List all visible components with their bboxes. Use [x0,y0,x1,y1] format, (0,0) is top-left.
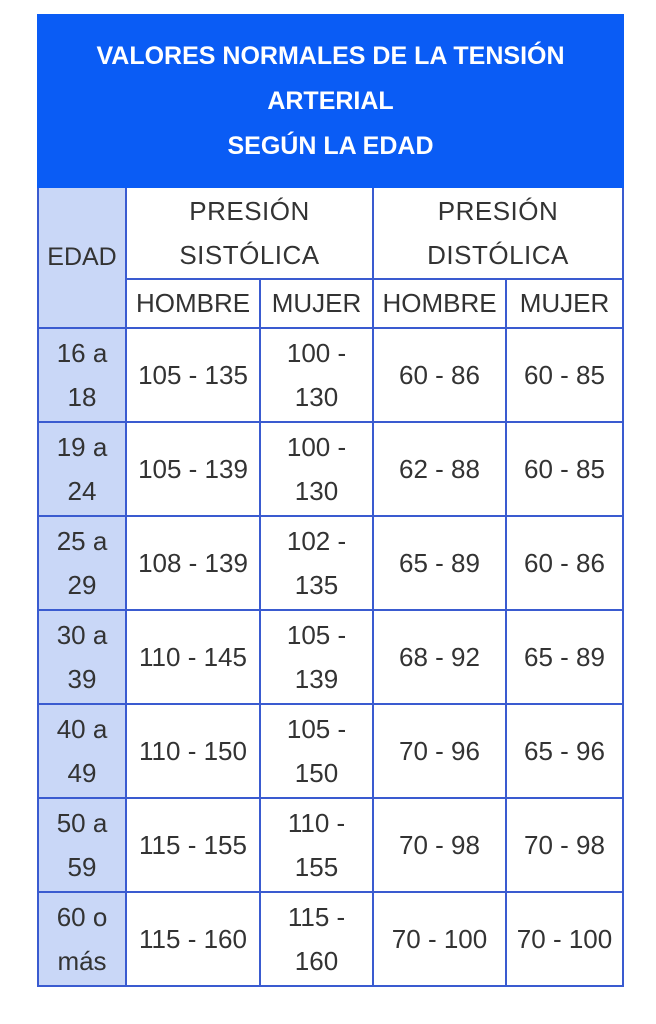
systolic-mujer-line-1: 105 - [286,620,347,650]
table-row [38,516,623,610]
diastolic-header-line-1: PRESIÓN [437,196,559,226]
edad-header: EDAD [38,187,126,328]
diastolic-mujer-cell: 65 - 89 [506,610,623,704]
age-line-1: 60 o [56,902,108,932]
table-title [38,15,623,187]
title-line-2: ARTERIAL [267,86,394,115]
age-line-1: 40 a [56,714,108,744]
systolic-hombre-cell: 110 - 150 [126,704,260,798]
diastolic-hombre-cell: 60 - 86 [373,328,506,422]
age-line-2: más [57,946,107,976]
age-line-2: 18 [67,382,97,412]
systolic-mujer-line-2: 150 [294,758,339,788]
age-cell [38,328,126,422]
systolic-mujer-line-2: 130 [294,476,339,506]
age-line-1: 30 a [56,620,108,650]
table-row [38,892,623,986]
systolic-mujer-header: MUJER [260,279,373,328]
systolic-mujer-cell [260,610,373,704]
age-cell [38,704,126,798]
diastolic-mujer-cell: 60 - 85 [506,422,623,516]
systolic-mujer-cell [260,798,373,892]
table-row [38,704,623,798]
age-line-2: 49 [67,758,97,788]
systolic-hombre-cell: 115 - 155 [126,798,260,892]
systolic-mujer-cell [260,516,373,610]
diastolic-mujer-cell: 60 - 86 [506,516,623,610]
systolic-mujer-line-1: 105 - [286,714,347,744]
diastolic-header [373,187,623,279]
systolic-mujer-line-2: 139 [294,664,339,694]
diastolic-mujer-cell: 65 - 96 [506,704,623,798]
diastolic-hombre-cell: 68 - 92 [373,610,506,704]
age-line-1: 25 a [56,526,108,556]
age-cell [38,798,126,892]
age-line-2: 59 [67,852,97,882]
age-line-1: 16 a [56,338,108,368]
systolic-header [126,187,373,279]
table-row [38,422,623,516]
systolic-hombre-cell: 115 - 160 [126,892,260,986]
systolic-mujer-cell [260,704,373,798]
title-line-3: SEGÚN LA EDAD [227,131,434,160]
blood-pressure-table [37,14,624,987]
diastolic-header-line-2: DISTÓLICA [427,240,569,270]
systolic-mujer-line-2: 135 [294,570,339,600]
systolic-mujer-line-2: 155 [294,852,339,882]
systolic-mujer-line-1: 115 - [287,902,346,932]
systolic-mujer-cell [260,328,373,422]
diastolic-hombre-header: HOMBRE [373,279,506,328]
systolic-hombre-cell: 105 - 135 [126,328,260,422]
blood-pressure-table-container [37,14,622,987]
age-cell [38,516,126,610]
systolic-hombre-cell: 108 - 139 [126,516,260,610]
age-cell [38,610,126,704]
systolic-header-line-2: SISTÓLICA [179,240,320,270]
diastolic-mujer-cell: 70 - 100 [506,892,623,986]
systolic-mujer-line-1: 102 - [286,526,347,556]
systolic-mujer-line-1: 100 - [286,338,347,368]
diastolic-hombre-cell: 62 - 88 [373,422,506,516]
age-line-2: 39 [67,664,97,694]
diastolic-mujer-cell: 70 - 98 [506,798,623,892]
systolic-mujer-line-2: 160 [294,946,339,976]
diastolic-hombre-cell: 65 - 89 [373,516,506,610]
age-line-2: 24 [67,476,97,506]
systolic-mujer-line-1: 110 - [287,808,346,838]
diastolic-hombre-cell: 70 - 100 [373,892,506,986]
diastolic-mujer-header: MUJER [506,279,623,328]
age-cell [38,422,126,516]
systolic-mujer-line-1: 100 - [286,432,347,462]
age-line-1: 50 a [56,808,108,838]
table-row [38,798,623,892]
systolic-hombre-header: HOMBRE [126,279,260,328]
diastolic-hombre-cell: 70 - 98 [373,798,506,892]
diastolic-mujer-cell: 60 - 85 [506,328,623,422]
age-line-1: 19 a [56,432,108,462]
table-row [38,610,623,704]
systolic-mujer-cell [260,892,373,986]
age-cell [38,892,126,986]
group-header-row [38,187,623,279]
systolic-mujer-line-2: 130 [294,382,339,412]
systolic-hombre-cell: 105 - 139 [126,422,260,516]
systolic-mujer-cell [260,422,373,516]
age-line-2: 29 [67,570,97,600]
table-row [38,328,623,422]
title-line-1: VALORES NORMALES DE LA TENSIÓN [96,41,565,70]
systolic-hombre-cell: 110 - 145 [126,610,260,704]
title-row [38,15,623,187]
diastolic-hombre-cell: 70 - 96 [373,704,506,798]
sub-header-row [38,279,623,328]
systolic-header-line-1: PRESIÓN [189,196,310,226]
